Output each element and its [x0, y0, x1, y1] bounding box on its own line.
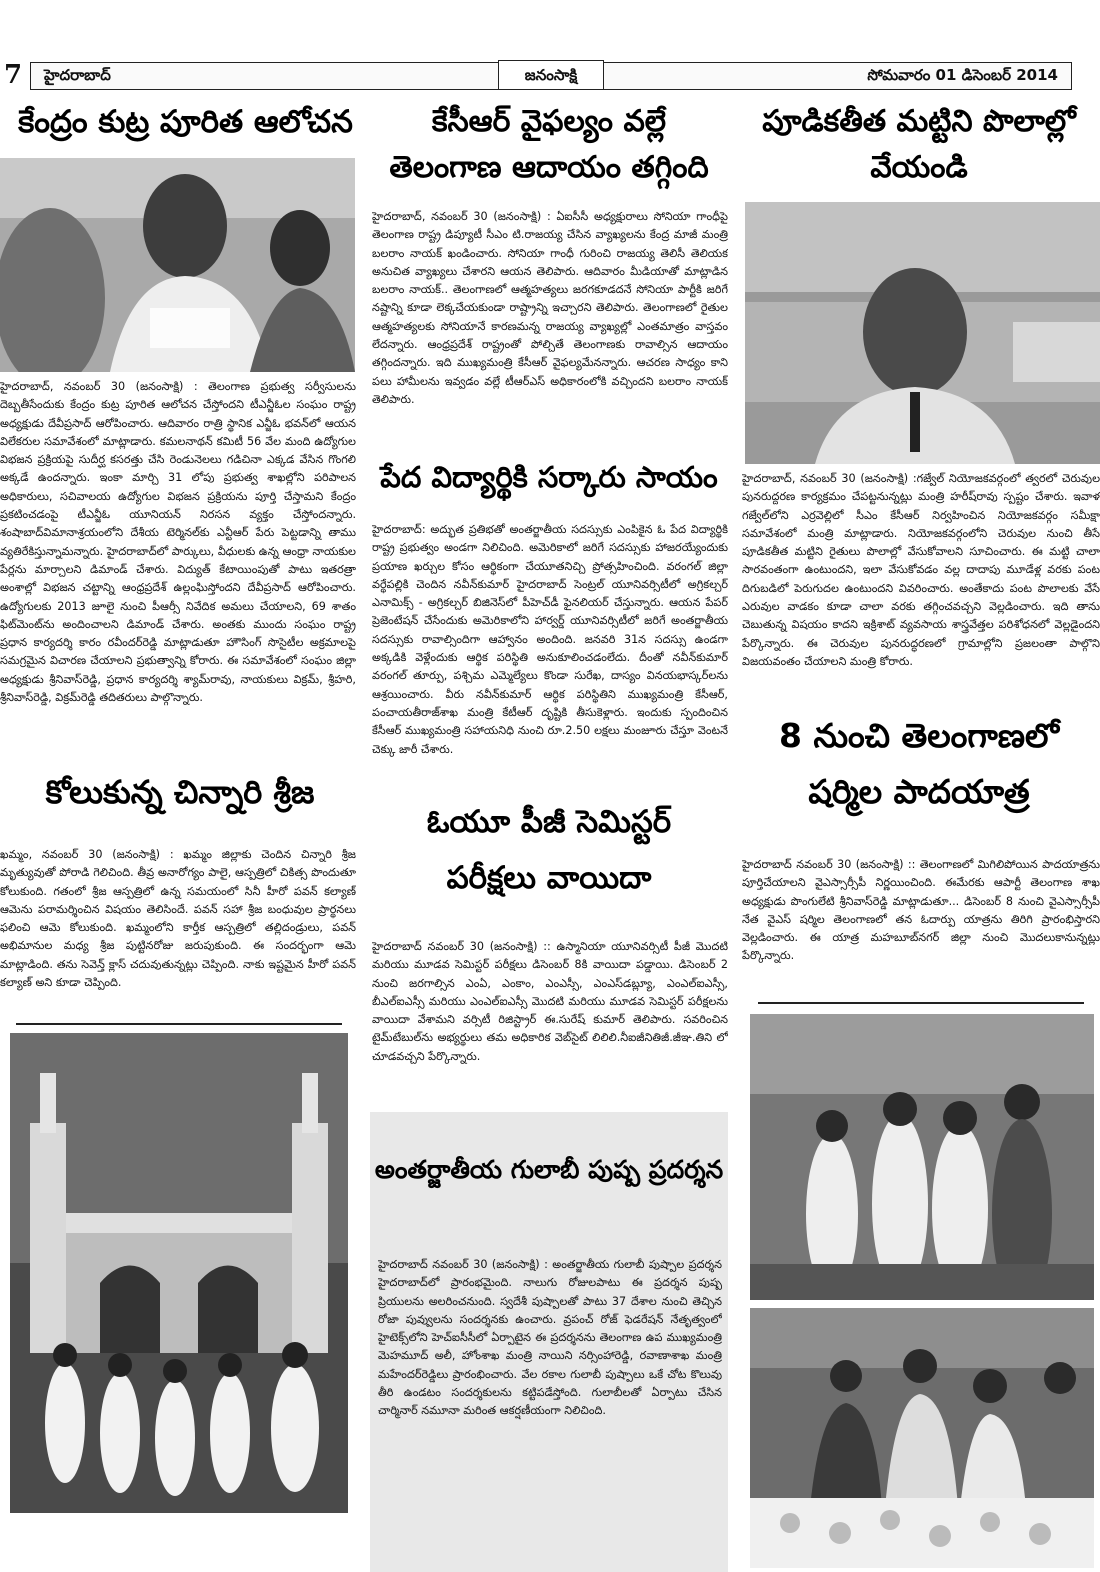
masthead [0, 0, 1100, 95]
rose-show-dignitaries-photo [750, 1014, 1094, 1300]
masthead-date: సోమవారం 01 డిసెంబర్ 2014 [867, 66, 1058, 84]
headline-pudika-line1: పూడికతీత మట్టిని పొలాల్లో [762, 104, 1076, 139]
body-pudika: హైదరాబాద్‌, నవంబర్‌ 30 (జనంసాక్షి) :గజ్వేల్‌ నియోజకవర్గంలో త్వరలో చెరువుల పునరుద్దరణ కార్యక్రమం చేపట్టనున్నట్లు మంత్రి హరీష్‌రావు స్పష్టం చేశారు. ఇవాళ గజ్వేల్‌లోని ఎర్రవెల్లిలో సీఎం కేసీఆర్‌ నిర్వహించిన నియోజకవర్గం సమీక్షా సమావేశంలో మంత్రి మాట్లాడారు. నియోజకవర్గంలోని చెరువుల నుంచి తీసే పూడికతీత మట్టిని రైతులు పొలాల్లో వేసుకోవాలని సూచించారు. ఈ మట్టి చాలా సారవంతంగా ఉంటుందని, ఇలా వేసుకోవడం వల్ల దాదాపు మూడేళ్ల వరకు పంట దిగుబడిలో పెరుగుదల ఉంటుందని వివరించారు. అంతేకాదు పంట పొలాలకు వేసే ఎరువుల వాడకం కూడా చాలా వరకు తగ్గించవచ్చని వెల్లడించారు. ఇది తాను చెబుతున్న విషయం కాదని ఇక్రిశాట్‌ వ్యవసాయ శాస్త్రవేత్తల పరిశోధనలో వెల్లడైందని పేర్కొన్నారు. ఈ చెరువుల పునరుద్ధరణలో గ్రామాల్లోని ప్రజలంతా పాల్గొని విజయవంతం చేయాలని మంత్రి కోరారు. [742, 472, 1100, 668]
photo-pudika [745, 202, 1100, 464]
headline-rose: అంతర్జాతీయ గులాబీ పుష్ప ప్రదర్శన [374, 1155, 724, 1184]
headline-peda: పేద విద్యార్థికి సర్కారు సాయం [380, 460, 718, 494]
divider-rule [758, 1002, 1084, 1004]
divider-rule [16, 1023, 342, 1025]
headline-pudika-line2: వేయండి [870, 150, 968, 185]
charminar-flower-replica-photo [10, 1033, 348, 1513]
page-number: 7 [4, 60, 23, 90]
leader-speaking-photo [0, 158, 355, 372]
minister-speaking-photo [745, 202, 1100, 464]
photo-kendram [0, 158, 355, 372]
body-kendram: హైదరాబాద్‌, నవంబర్‌ 30 (జనంసాక్షి) : తెలంగాణ ప్రభుత్వ సర్వీసులను దెబ్బతీసేందుకు కేంద్రం కుట్ర పూరిత ఆలోచన చేస్తోందని టీఎన్జీఓల సంఘం రాష్ట్ర అధ్యక్షుడు దేవీప్రసాద్‌ ఆరోపించారు. ఆదివారం రాత్రి స్థానిక ఎన్జీఓ భవన్‌లో ఆయన విలేకరుల సమావేశంలో మాట్లాడారు. కమలనాథన్‌ కమిటీ 56 వేల మంది ఉద్యోగుల విభజన ప్రక్రియపై సుదీర్ఘ కసరత్తు చేసి రెండునెలలు గడిచినా ఎక్కడ వేసిన గొంగలి అక్కడే ఉందన్నారు. ఇంకా మార్చి 31 లోపు ప్రభుత్వ శాఖల్లోని పరిపాలన అధికారులు, సచివాలయ ఉద్యోగుల విభజన ప్రక్రియను పూర్తి చేస్తామని కేంద్రం ప్రకటించడంపై టీఎన్జీఓ యూనియన్‌ నిరసన వ్యక్తం చేస్తోందన్నారు. శంషాబాద్‌విమానాశ్రయంలోని దేశీయ టెర్మినల్‌కు ఎన్టీఆర్‌ పేరు పెట్టడాన్ని తాము వ్యతిరేకిస్తున్నామన్నారు. హైదరాబాద్‌లో పార్కులు, వీధులకు ఉన్న ఆంధ్రా నాయకుల పేర్లను మార్చాలని డిమాండ్‌ చేశారు. విద్యుత్‌ కేటాయింపుతో పాటు ఇతరత్రా అంశాల్లో విభజన చట్టాన్ని ఆంధ్రప్రదేశ్‌ ఉల్లంఘిస్తోందని దేవీప్రసాద్‌ ఆరోపించారు. ఉద్యోగులకు 2013 జూలై నుంచి పీఆర్సీ నివేదిక అమలు చేయాలని, 69 శాతం ఫిట్‌మెంట్‌ను అందించాలని డిమాండ్‌ చేశారు. అంతకు ముందు సంఘం రాష్ట్ర ప్రధాన కార్యదర్శి కారం రవీందర్‌రెడ్డి మాట్లాడుతూ హౌసింగ్‌ సొసైటీల అక్రమాలపై సమగ్రమైన విచారణ చేయాలని ప్రభుత్వాన్ని కోరారు. ఈ సమావేశంలో సంఘం జిల్లా అధ్యక్షుడు శ్రీనివాస్‌రెడ్డి, ప్రధాన కార్యదర్శి శ్యామ్‌రావు, నాయకులు విక్రమ్‌, శ్రీహరి, శ్రీనివాస్‌రెడ్డి, విక్రమ్‌రెడ్డి తదితరులు పాల్గొన్నారు. [0, 380, 356, 705]
body-sharmila: హైదరాబాద్‌ నవంబర్‌ 30 (జనంసాక్షి) :: తెలంగాణలో మిగిలిపోయిన పాదయాత్రను పూర్తిచేయాలని వైఎస్సార్సీపీ నిర్ణయించింది. ఈమేరకు ఆపార్టీ తెలంగాణ శాఖ అధ్యక్షుడు పొంగులేటి శ్రీనివాస్‌రెడ్డి మాట్లాడుతూ... డిసెంబర్‌ 8 నుంచి వైఎస్సార్సీపీ నేత వైఎస్‌ షర్మిల తెలంగాణలో తన ఓదార్పు యాత్రను తిరిగి ప్రారంభిస్తారని వెల్లడించారు. ఈ యాత్ర మహబూబ్‌నగర్‌ జిల్లా నుంచి మొదలుకానున్నట్లు పేర్కొన్నారు. [742, 858, 1100, 963]
body-rose: హైదరాబాద్‌ నవంబర్‌ 30 (జనంసాక్షి) : అంతర్జాతీయ గులాబీ పుష్పాల ప్రదర్శన హైదరాబాద్‌లో ప్రారంభమైంది. నాలుగు రోజులపాటు ఈ ప్రదర్శన పుష్ప ప్రియులను అలరించనుంది. స్వదేశీ పుష్పాలతో పాటు 37 దేశాల నుంచి తెచ్చిన రోజా పువ్వులను సందర్శనకు ఉంచారు. వ్రపంచ్‌ రోజ్‌ ఫెడరేషన్‌ నేతృత్వంలో హైటెక్స్‌లోని హెచ్‌ఐసీసీలో ఏర్పాటైన ఈ ప్రదర్శనను తెలంగాణ ఉప ముఖ్యమంత్రి మెహమూద్‌ అలీ, హోంశాఖ మంత్రి నాయిని నర్సింహారెడ్డి, రవాణాశాఖ మంత్రి మహేందర్‌రెడ్డిలు ప్రారంభించారు. వేల రకాల గులాబీ పుష్పాలు ఒకే చోట కొలువు తీరి ఉండటం సందర్శకులను కట్టిపడేస్తోంది. గులాబీలతో ఏర్పాటు చేసిన చార్మినార్‌ నమూనా మరింత ఆకర్షణీయంగా నిలిచింది. [378, 1258, 722, 1418]
headline-ou-line2: పరీక్షలు వాయిదా [446, 860, 652, 896]
photo-kolukunna [10, 1033, 348, 1513]
photo-sharmila-1 [750, 1014, 1094, 1300]
headline-sharmila-line2: షర్మిల పాదయాత్ర [808, 772, 1030, 811]
headline-ou-line1: ఓయూ పీజీ సెమిస్టర్‌ [426, 804, 672, 840]
body-kolukunna: ఖమ్మం, నవంబర్‌ 30 (జనంసాక్షి) : ఖమ్మం జిల్లాకు చెందిన చిన్నారి శ్రీజ మృత్యువుతో పోరాడి గెలిచింది. తీవ్ర అనారోగ్యం పాలై, ఆస్పత్రిలో చికిత్స పొందుతూ కోలుకుంది. గతంలో శ్రీజ ఆస్పత్రిలో ఉన్న సమయంలో సినీ హీరో పవన్‌ కల్యాణ్‌ ఆమెను పరామర్శించిన విషయం తెలిసిందే. పవన్‌ సహా శ్రీజ బంధువుల ప్రార్థనలు ఫలించి ఆమె కోలుకుంది. ఖమ్మంలోని కార్తీక ఆస్పత్రిలో తల్లిదండ్రులు, పవన్‌ అభిమానుల మధ్య శ్రీజ పుట్టినరోజు జరుపుకుంది. ఈ సందర్భంగా ఆమె మాట్లాడింది. తను సెవెన్త్‌ క్లాస్‌ చదువుతున్నట్లు చెప్పింది. నాకు ఇష్టమైన హీరో పవన్‌ కల్యాణ్‌ అని కూడా చెప్పింది. [0, 848, 356, 990]
headline-sharmila-line1: 8 నుంచి తెలంగాణలో [779, 716, 1059, 755]
rose-show-inauguration-photo [750, 1308, 1094, 1568]
masthead-city: హైదరాబాద్ [44, 66, 111, 84]
body-peda: హైదరాబాద్‌: అద్భుత ప్రతిభతో అంతర్జాతీయ సదస్సుకు ఎంపికైన ఓ పేద విద్యార్థికి రాష్ట్ర ప్రభుత్వం అండగా నిలిచింది. అమెరికాలో జరిగే సదస్సుకు హాజరయ్యేందుకు ప్రయాణ ఖర్చుల కోసం ఆర్థికంగా చేయూతనిచ్చి ప్రోత్సహించింది. వరంగల్‌ జిల్లా వర్థేపల్లికి చెందిన నవీన్‌కుమార్‌ హైదరాబాద్‌ సెంట్రల్‌ యూనివర్సిటీలో అగ్రికల్చర్‌ ఎనామిక్స్‌ - అగ్రికల్చర్‌ బిజినెస్‌లో పీహెచ్‌డీ ఫైనలియర్‌ చేస్తున్నారు. ఆయన పేపర్‌ ప్రెజెంటేషన్‌ చేసేందుకు అమెరికాలోని హార్వర్డ్‌ యూనివర్సిటీలో జరిగే అంతర్జాతీయ సదస్సుకు రావాల్సిందిగా ఆహ్వానం అందింది. జనవరి 31న సదస్సు ఉండగా అక్కడికి వెళ్లేందుకు ఆర్థిక పరిస్థితి అనుకూలించడంలేదు. దీంతో నవీన్‌కుమార్‌ వరంగల్‌ తూర్పు, పశ్చిమ ఎమ్మెల్యేలు కొండా సురేఖ, దాస్యం వినయభాస్కర్‌లను ఆశ్రయించారు. వీరు నవీన్‌కుమార్‌ ఆర్థిక పరిస్థితిని ముఖ్యమంత్రి కేసీఆర్‌, పంచాయతీరాజ్‌శాఖ మంత్రి కేటీఆర్‌ దృష్టికి తీసుకెళ్లారు. ఇందుకు స్పందించిన కేసీఆర్‌ ముఖ్యమంత్రి సహాయనిధి నుంచి రూ.2.50 లక్షలు మంజూరు చేస్తూ వెంటనే చెక్కు జారీ చేశారు. [372, 523, 728, 756]
headline-kcr-line2: తెలంగాణ ఆదాయం తగ్గింది [389, 150, 709, 185]
headline-kcr-line1: కేసీఆర్‌ వైఫల్యం వల్లే [431, 104, 667, 139]
body-ou: హైదరాబాద్‌ నవంబర్‌ 30 (జనంసాక్షి) :: ఉస్మానియా యూనివర్సిటీ పీజీ మొదటి మరియు మూడవ సెమిస్టర్‌ పరీక్షలు డిసెంబర్‌ 8కి వాయిదా పడ్డాయి. డిసెంబర్‌ 2 నుంచి జరగాల్సిన ఎంఏ, ఎంకాం, ఎంఎస్సీ, ఎంఎస్‌డబ్ల్యూ, ఎంఎల్‌ఐఎస్సీ, బీఎల్‌ఐఎస్సీ మరియు ఎంఎల్‌ఐఎస్సీ మొదటి మరియు మూడవ సెమిస్టర్‌ పరీక్షలను వాయిదా వేశామని వర్సిటీ రిజిస్ట్రార్‌ ఈ.సురేష్‌ కుమార్‌ తెలిపారు. సవరించిన టైమ్‌టేబుల్‌ను అభ్యర్థులు తమ అధికారిక వెబ్‌సైట్‌ లిలిలి.నీఐజీనితిజీ.జీఞ.తిని లో చూడవచ్చని పేర్కొన్నారు. [372, 940, 728, 1063]
newspaper-logo: జనంసాక్షి [498, 60, 604, 90]
body-kcr: హైదరాబాద్‌, నవంబర్‌ 30 (జనంసాక్షి) : ఏఐసీసీ అధ్యక్షురాలు సోనియా గాంధీపై తెలంగాణ రాష్ట్ర డిప్యూటీ సీఎం టి.రాజయ్య చేసిన వ్యాఖ్యలను కేంద్ర మాజీ మంత్రి బలరాం నాయక్‌ ఖండించారు. సోనియా గాంధీ గురించి రాజయ్య తెలిసీ తెలియక అనుచిత వ్యాఖ్యలు చేశారని ఆయన తెలిపారు. ఆదివారం మీడియాతో మాట్లాడిన బలరాం నాయక్‌.. తెలంగాణలో ఆత్మహత్యలు జరగకూడదనే సోనియా పార్టీకి జరిగే నష్టాన్ని కూడా లెక్కచేయకుండా రాష్ట్రాన్ని ఇచ్చారని తెలిపారు. తెలంగాణలో రైతుల ఆత్మహత్యలకు సోనియానే కారణమన్న రాజయ్య వ్యాఖ్యల్లో ఎంతమాత్రం వాస్తవం లేదన్నారు. ఆంధ్రప్రదేశ్‌ రాష్ట్రంతో పోల్చితే తెలంగాణకు రావాల్సిన ఆదాయం తగ్గిందన్నారు. ఇది ముఖ్యమంత్రి కేసీఆర్‌ వైఫల్యమేనన్నారు. ఆచరణ సాధ్యం కాని పలు హామీలను ఇవ్వడం వల్లే టీఆర్‌ఎస్‌ అధికారంలోకి వచ్చిందని బలరాం నాయక్‌ తెలిపారు. [372, 210, 728, 406]
headline-kendram: కేంద్రం కుట్ర పూరిత ఆలోచన [18, 104, 353, 140]
photo-sharmila-2 [750, 1308, 1094, 1568]
headline-kolukunna: కోలుకున్న చిన్నారి శ్రీజ [45, 773, 315, 811]
